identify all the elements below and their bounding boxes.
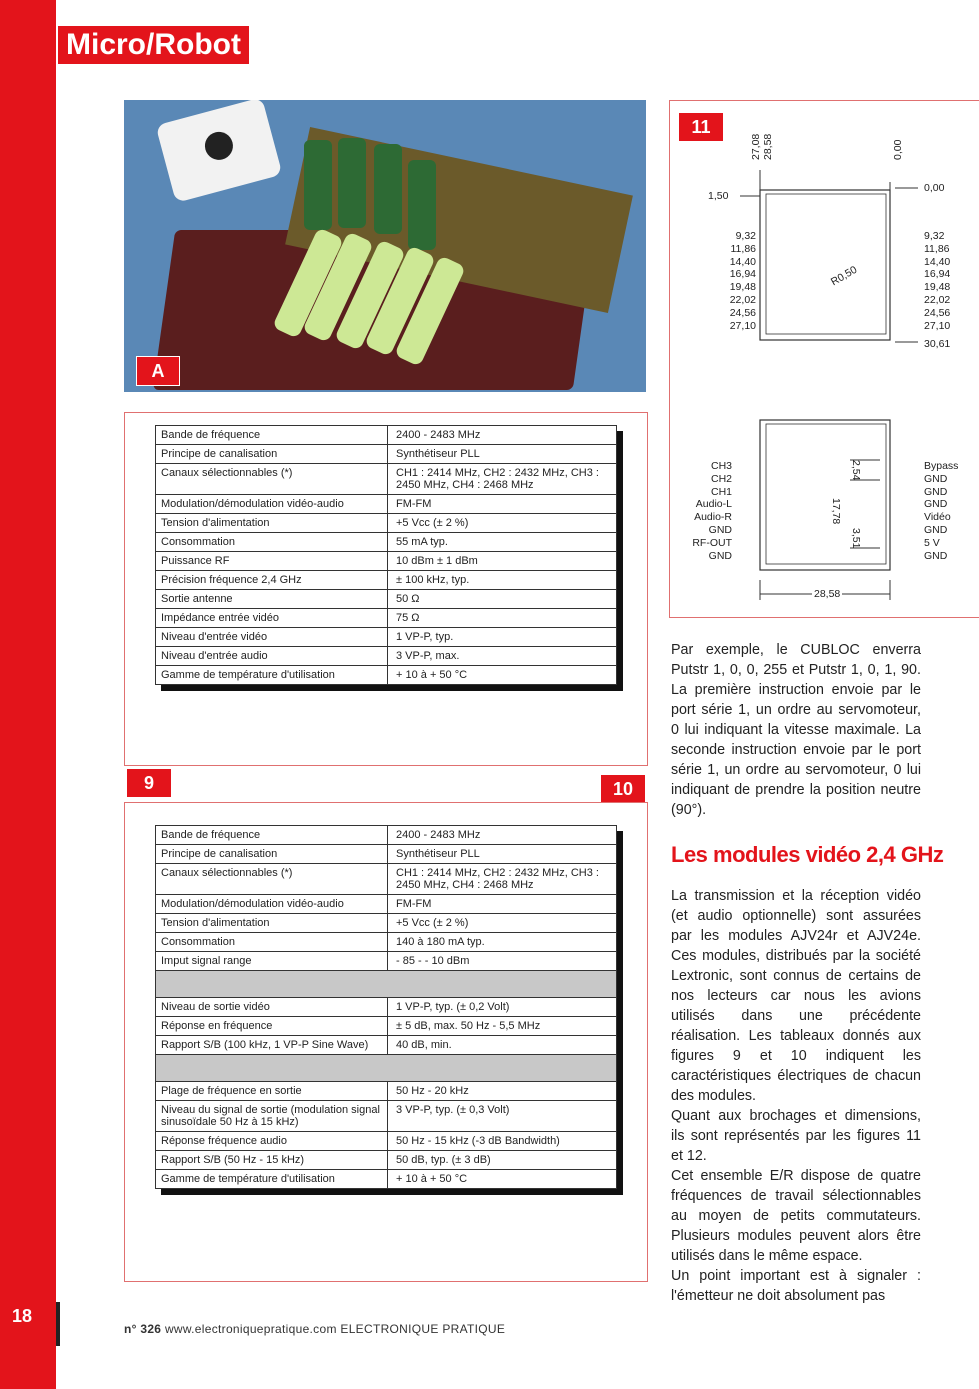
spec-label: Niveau d'entrée audio: [156, 647, 388, 665]
spec-value: 50 Hz - 15 kHz (-3 dB Bandwidth): [396, 1135, 560, 1147]
spec-value: CH1 : 2414 MHz, CH2 : 2432 MHz, CH3 : 2450 MHz, CH4 : 2468 MHz: [396, 467, 599, 491]
spec-value: 3 VP-P, max.: [396, 650, 460, 662]
dimension-label: 16,94: [924, 268, 951, 281]
table-row: [156, 552, 616, 571]
page-number: 18: [12, 1306, 33, 1326]
spec-value: +5 Vcc (± 2 %): [396, 917, 469, 929]
spec-label: Précision fréquence 2,4 GHz: [156, 571, 388, 589]
spec-value: 40 dB, min.: [396, 1039, 452, 1051]
spec-label: Consommation: [156, 533, 388, 551]
spec-label: Imput signal range: [156, 952, 388, 970]
spec-value: +5 Vcc (± 2 %): [396, 517, 469, 529]
spec-label: Bande de fréquence: [156, 426, 388, 444]
table-row: [156, 933, 616, 952]
page-number-divider: [56, 1302, 60, 1346]
table-row: [156, 952, 616, 971]
pin-label: 5 V: [924, 536, 940, 549]
magazine-name: ELECTRONIQUE PRATIQUE: [340, 1322, 506, 1336]
pin-label: Vidéo: [924, 511, 951, 524]
spec-value: ± 100 kHz, typ.: [396, 574, 470, 586]
table-row: [156, 628, 616, 647]
table-row: [156, 895, 616, 914]
table-row: [156, 845, 616, 864]
pin-label: CH2: [710, 472, 732, 485]
spec-value: 140 à 180 mA typ.: [396, 936, 485, 948]
spec-value: 50 dB, typ. (± 3 dB): [396, 1154, 491, 1166]
spec-value: + 10 à + 50 °C: [396, 669, 468, 681]
article-heading: Les modules vidéo 2,4 GHz: [671, 842, 944, 867]
pin-label: GND: [924, 524, 948, 536]
table-row: [156, 445, 616, 464]
dimension-label: 11,86: [730, 242, 756, 255]
table-row: [156, 914, 616, 933]
footer: [124, 1322, 505, 1336]
dimension-label: 19,48: [924, 281, 951, 294]
table-row: [156, 533, 616, 552]
spec-label: Modulation/démodulation vidéo-audio: [156, 495, 388, 513]
table-row: [156, 495, 616, 514]
dimension-label: 30,61: [924, 338, 951, 350]
spec-label: Rapport S/B (50 Hz - 15 kHz): [156, 1151, 388, 1169]
pin-label: Audio-R: [694, 511, 732, 524]
spec-value: 50 Hz - 20 kHz: [396, 1085, 469, 1097]
figure-10-label: 10: [600, 774, 646, 804]
table-row: [156, 464, 616, 495]
spec-table-transmitter: [155, 425, 617, 685]
dimension-label: 14,40: [729, 255, 756, 268]
table-row: [156, 666, 616, 684]
table-row: [156, 826, 616, 845]
dimension-label: 11,86: [924, 242, 950, 255]
pin-label: RF-OUT: [692, 536, 732, 549]
left-red-bar: [0, 0, 56, 1389]
pin-label: GND: [708, 524, 732, 536]
spec-value: 75 Ω: [396, 612, 420, 624]
spec-label: Canaux sélectionnables (*): [156, 464, 388, 494]
spec-value: 2400 - 2483 MHz: [396, 829, 481, 841]
issue-number: n° 326: [124, 1322, 162, 1336]
dimension-label: 9,32: [735, 230, 756, 242]
dimension-label: 27,10: [729, 319, 756, 332]
spec-label: Niveau d'entrée vidéo: [156, 628, 388, 646]
spec-label: Impédance entrée vidéo: [156, 609, 388, 627]
figure-11-label: 11: [678, 112, 724, 142]
table-row: [156, 1036, 616, 1055]
spec-value: - 85 - - 10 dBm: [396, 955, 470, 967]
spec-label: Bande de fréquence: [156, 826, 388, 844]
spec-value: 1 VP-P, typ. (± 0,2 Volt): [396, 1001, 510, 1013]
photo-label: A: [136, 356, 180, 386]
article-paragraph-1: Par exemple, le CUBLOC enverra Putstr 1, 0, 0, 255 et Putstr 1, 0, 1, 90. La première instruction envoie par le port série 1, un ordre au servomoteur, 0 lui indiquant la vitesse maximale. La seconde instruction envoie par le port série 1, un ordre au servomoteur, 0 lui indiquant de prendre la position neutre (90°).: [671, 642, 921, 818]
table-row: [156, 571, 616, 590]
spec-value: 50 Ω: [396, 593, 420, 605]
pin-label: GND: [924, 498, 948, 511]
table-row: [156, 647, 616, 666]
spec-label: Réponse fréquence audio: [156, 1132, 388, 1150]
figure-9-label: 9: [126, 768, 172, 798]
spec-label: Rapport S/B (100 kHz, 1 VP-P Sine Wave): [156, 1036, 388, 1054]
website: www.electroniquepratique.com: [164, 1322, 337, 1336]
spec-value: FM-FM: [396, 898, 432, 910]
spec-value: 1 VP-P, typ.: [396, 631, 454, 643]
spec-label: Modulation/démodulation vidéo-audio: [156, 895, 388, 913]
table-separator: [156, 971, 616, 998]
pin-label: GND: [924, 472, 948, 485]
spec-value: 10 dBm ± 1 dBm: [396, 555, 478, 567]
table-row: [156, 1132, 616, 1151]
spec-value: FM-FM: [396, 498, 432, 510]
spec-label: Gamme de température d'utilisation: [156, 1170, 388, 1188]
dimension-label: 16,94: [729, 268, 756, 281]
pin-label: GND: [924, 485, 948, 498]
spec-label: Réponse en fréquence: [156, 1017, 388, 1035]
spec-value: Synthétiseur PLL: [396, 448, 480, 460]
dimension-drawing-top: 27,08 28,58 0,00 1,50 9,32 11,86 14,40 16,94 19,48 22,02 24,56 27,10 0,00 9,32 11,86 14,40 16,94 19,48 22,02 24,56 27,10 30,61 R0,50: [708, 133, 951, 350]
table-row: [156, 609, 616, 628]
table-row: [156, 426, 616, 445]
spec-label: Puissance RF: [156, 552, 388, 570]
article-body: La transmission et la réception vidéo (et audio optionnelle) sont assurées par les modules AJV24r et AJV24e. Ces modules, distribués par la société Lextronic, sont connus de certains de nos lecteurs car nous les avions utilisés dans une précédente réalisation. Les tableaux donnés aux figures 9 et 10 indiquent les caractéristiques électriques de chacun des modules. Quant aux brochages et dimensions, ils sont représentés par les figures 11 et 12. Cet ensemble E/R dispose de quatre fréquences de travail sélectionnables au moyen de petits commutateurs. Plusieurs modules peuvent alors être utilisés dans le même espace. Un point important est à signaler : l'émetteur ne doit absolument pas: [671, 888, 921, 1304]
spec-value: ± 5 dB, max. 50 Hz - 5,5 MHz: [396, 1020, 541, 1032]
table-row: [156, 1017, 616, 1036]
spec-label: Niveau de sortie vidéo: [156, 998, 388, 1016]
robot-photo: [124, 100, 646, 392]
dimension-label: 24,56: [924, 306, 951, 319]
dimension-label: 22,02: [729, 294, 756, 306]
spec-label: Tension d'alimentation: [156, 914, 388, 932]
table-row: [156, 998, 616, 1017]
pin-label: Audio-L: [695, 498, 732, 511]
pin-label: GND: [924, 549, 948, 562]
table-row: [156, 514, 616, 533]
pin-label: Bypass: [924, 460, 959, 472]
spec-value: CH1 : 2414 MHz, CH2 : 2432 MHz, CH3 : 2450 MHz, CH4 : 2468 MHz: [396, 867, 599, 891]
spec-label: Canaux sélectionnables (*): [156, 864, 388, 894]
section-title: Micro/Robot: [56, 24, 251, 66]
spec-label: Consommation: [156, 933, 388, 951]
table-row: [156, 1082, 616, 1101]
spec-value: 55 mA typ.: [396, 536, 448, 548]
spec-label: Principe de canalisation: [156, 445, 388, 463]
table-row: [156, 590, 616, 609]
dimension-label: 0,00: [924, 182, 945, 194]
table-row: [156, 864, 616, 895]
pinout-drawing: CH3 CH2 CH1 Audio-L Audio-R GND RF-OUT GND Bypass GND GND GND Vidéo GND 5 V GND 2,54 17,78 3,51 28,58: [680, 410, 970, 610]
spec-label: Principe de canalisation: [156, 845, 388, 863]
spec-label: Gamme de température d'utilisation: [156, 666, 388, 684]
table-row: [156, 1170, 616, 1188]
spec-label: Plage de fréquence en sortie: [156, 1082, 388, 1100]
dimension-label: 27,10: [924, 319, 951, 332]
pin-label: CH3: [710, 460, 732, 472]
spec-label: Sortie antenne: [156, 590, 388, 608]
spec-label: Niveau du signal de sortie (modulation signal sinusoïdale 50 Hz à 15 kHz): [156, 1101, 388, 1131]
spec-value: Synthétiseur PLL: [396, 848, 480, 860]
spec-label: Tension d'alimentation: [156, 514, 388, 532]
spec-value: 3 VP-P, typ. (± 0,3 Volt): [396, 1104, 510, 1116]
dimension-label: 22,02: [924, 294, 951, 306]
table-separator: [156, 1055, 616, 1082]
spec-value: 2400 - 2483 MHz: [396, 429, 481, 441]
dimension-label: 9,32: [924, 230, 945, 242]
pin-label: CH1: [710, 485, 732, 498]
dimension-label: 19,48: [729, 281, 756, 294]
pin-label: GND: [708, 549, 732, 562]
dimension-label: 24,56: [729, 306, 756, 319]
spec-value: + 10 à + 50 °C: [396, 1173, 468, 1185]
table-row: [156, 1101, 616, 1132]
dimension-label: 14,40: [924, 255, 951, 268]
table-row: [156, 1151, 616, 1170]
spec-table-receiver: [155, 825, 617, 1189]
